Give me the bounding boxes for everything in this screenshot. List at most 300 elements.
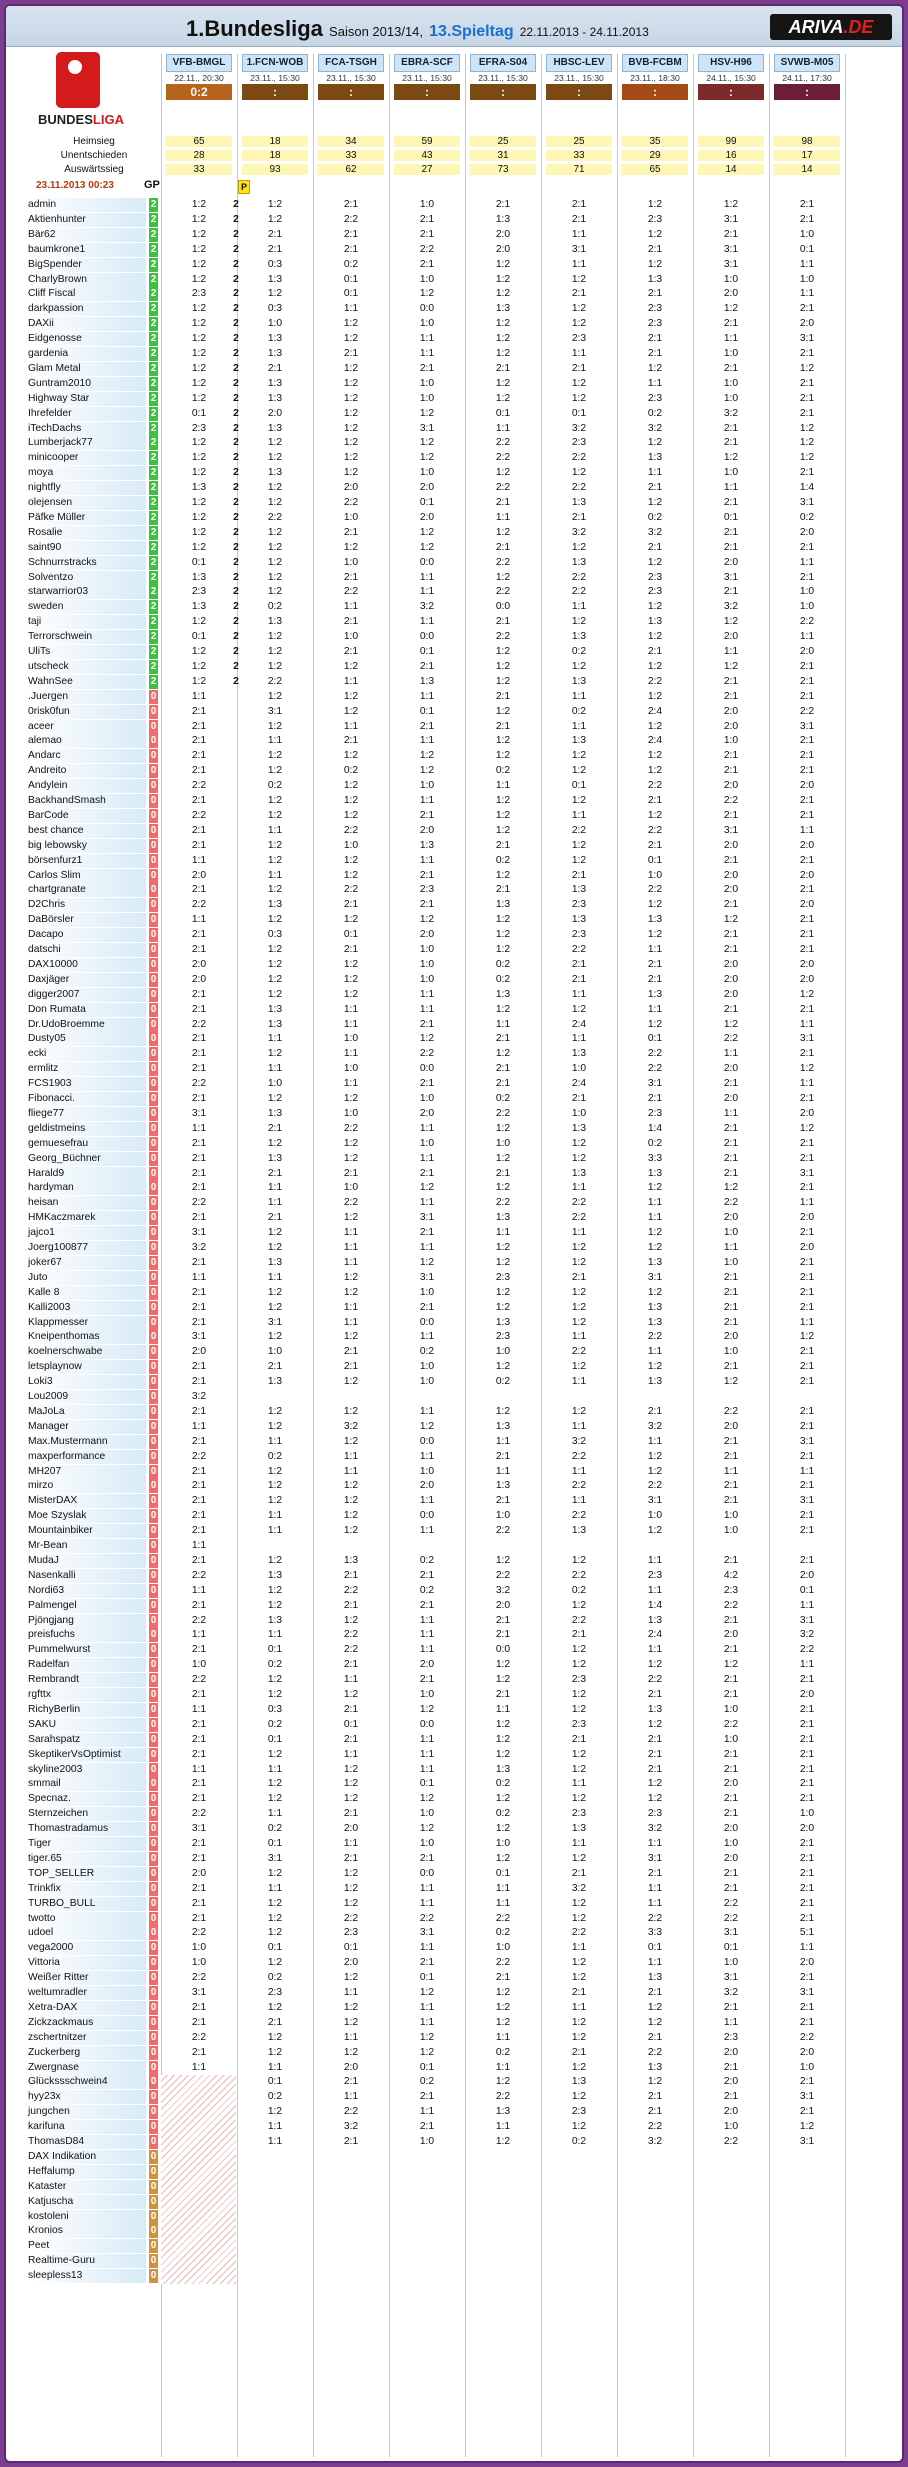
player-name[interactable]: twotto	[26, 1912, 146, 1926]
player-name[interactable]: Realtime-Guru	[26, 2254, 146, 2268]
player-name[interactable]: moya	[26, 466, 146, 480]
player-name[interactable]: Max.Mustermann	[26, 1435, 146, 1449]
player-name[interactable]: rgfttx	[26, 1688, 146, 1702]
player-name[interactable]: Mountainbiker	[26, 1524, 146, 1538]
tip-cell: 1:2	[343, 1972, 359, 1984]
tip-cell: 2:1	[723, 318, 739, 330]
tip-cell	[546, 2165, 612, 2179]
player-points	[232, 1584, 240, 1598]
player-name[interactable]: Don Rumata	[26, 1003, 146, 1017]
player-name[interactable]: Moe Szyslak	[26, 1509, 146, 1523]
tip-cell: 0:1	[419, 705, 435, 717]
tip-cell	[698, 2195, 764, 2209]
player-name[interactable]: D2Chris	[26, 898, 146, 912]
player-name[interactable]: Schnurrstracks	[26, 556, 146, 570]
tip-cell: 2:1	[723, 1122, 739, 1134]
match-header-4[interactable]	[470, 54, 536, 98]
player-name[interactable]: mirzo	[26, 1479, 146, 1493]
tip-cell: 0:1	[419, 1778, 435, 1790]
table-row	[6, 1167, 902, 1181]
player-name[interactable]: datschi	[26, 943, 146, 957]
player-name[interactable]: RichyBerlin	[26, 1703, 146, 1717]
player-name[interactable]: joker67	[26, 1256, 146, 1270]
tip-cell: 1:1	[191, 1540, 207, 1551]
tip-cell	[318, 2195, 384, 2209]
player-name[interactable]: Peet	[26, 2239, 146, 2253]
table-row	[6, 2165, 902, 2179]
player-gp: 0	[150, 1003, 157, 1015]
player-name[interactable]: weltumradler	[26, 1986, 146, 2000]
table-row	[6, 1763, 902, 1777]
tip-cell: 2:1	[799, 1093, 815, 1104]
tip-cell: 1:3	[267, 1003, 283, 1015]
tip-cell: 2:1	[647, 1093, 663, 1104]
tip-cell: 2:0	[419, 1107, 435, 1119]
tip-cell: 2:2	[191, 1972, 207, 1984]
player-name[interactable]: Kneipenthomas	[26, 1330, 146, 1344]
player-points	[232, 2105, 240, 2119]
tip-cell: 1:0	[419, 1808, 435, 1820]
player-name[interactable]: SkeptikerVsOptimist	[26, 1748, 146, 1762]
player-name[interactable]: admin	[26, 198, 146, 212]
tip-cell: 2:0	[799, 1957, 815, 1969]
player-name[interactable]: letsplaynow	[26, 1360, 146, 1374]
tip-cell: 1:1	[191, 914, 207, 926]
tip-cell: 0:0	[495, 1644, 511, 1656]
player-name[interactable]: Rembrandt	[26, 1673, 146, 1687]
player-name[interactable]: saint90	[26, 541, 146, 555]
tip-cell: 1:2	[267, 854, 283, 866]
stat-value: 59	[394, 136, 460, 147]
table-row	[6, 1658, 902, 1672]
tip-cell: 1:1	[267, 2061, 283, 2073]
player-name[interactable]: baumkrone1	[26, 243, 146, 257]
tip-cell: 2:2	[723, 1718, 739, 1730]
tip-cell: 3:1	[799, 2091, 815, 2103]
player-name[interactable]: Tiger	[26, 1837, 146, 1851]
player-points	[232, 1271, 240, 1285]
player-name[interactable]: best chance	[26, 824, 146, 838]
player-name[interactable]: maxperformance	[26, 1450, 146, 1464]
player-name[interactable]: Weißer Ritter	[26, 1971, 146, 1985]
player-name[interactable]: TURBO_BULL	[26, 1897, 146, 1911]
tip-cell: 2:1	[343, 1361, 359, 1373]
player-name[interactable]: darkpassion	[26, 302, 146, 316]
match-header-2[interactable]	[318, 54, 384, 98]
player-name[interactable]: UliTs	[26, 645, 146, 659]
player-name[interactable]: Highway Star	[26, 392, 146, 406]
player-name[interactable]: digger2007	[26, 988, 146, 1002]
player-name[interactable]: Kataster	[26, 2180, 146, 2194]
tip-cell: 2:0	[723, 1852, 739, 1864]
player-name[interactable]: Zuckerberg	[26, 2046, 146, 2060]
tip-cell: 1:1	[799, 258, 815, 270]
tip-cell: 1:2	[267, 437, 283, 449]
player-gp: 0	[150, 2076, 157, 2088]
tip-cell: 1:3	[571, 1167, 587, 1179]
match-header-0[interactable]	[166, 54, 232, 98]
tip-cell: 1:0	[799, 586, 815, 598]
tip-cell: 1:2	[495, 1659, 511, 1671]
player-name[interactable]: Palmengel	[26, 1599, 146, 1613]
player-name[interactable]: utscheck	[26, 660, 146, 674]
tip-cell: 1:2	[343, 1376, 359, 1388]
player-name[interactable]: Sarahspatz	[26, 1733, 146, 1747]
tip-cell: 1:3	[571, 497, 587, 508]
player-name[interactable]: preisfuchs	[26, 1628, 146, 1642]
player-points	[232, 794, 240, 808]
player-name[interactable]: SAKU	[26, 1718, 146, 1732]
player-name[interactable]: Thomastradamus	[26, 1822, 146, 1836]
player-name[interactable]: Zwergnase	[26, 2061, 146, 2075]
tip-cell: 3:1	[799, 1495, 815, 1507]
tip-cell: 3:2	[723, 601, 739, 613]
tip-cell: 1:1	[191, 2061, 207, 2073]
player-name[interactable]: Mr-Bean	[26, 1539, 146, 1553]
player-name[interactable]: Rosalie	[26, 526, 146, 540]
player-name[interactable]: Harald9	[26, 1167, 146, 1181]
tip-cell: 1:2	[495, 750, 511, 762]
tip-cell: 1:1	[343, 1078, 359, 1090]
player-name[interactable]: Andreito	[26, 764, 146, 778]
player-name[interactable]: sleepless13	[26, 2269, 146, 2283]
tip-cell: 2:2	[647, 2046, 663, 2058]
ariva-logo[interactable]	[770, 14, 892, 40]
player-name[interactable]: vega2000	[26, 1941, 146, 1955]
tip-cell: 2:2	[343, 1197, 359, 1209]
player-name[interactable]: Zickzackmaus	[26, 2016, 146, 2030]
player-name[interactable]: MH207	[26, 1465, 146, 1479]
player-name[interactable]: Specnaz.	[26, 1792, 146, 1806]
tip-cell: 1:3	[647, 616, 663, 628]
tip-cell: 2:1	[799, 1897, 815, 1909]
player-gp: 2	[150, 526, 157, 538]
tip-cell: 1:1	[191, 1763, 207, 1775]
player-name[interactable]: TOP_SELLER	[26, 1867, 146, 1881]
stat-value: 17	[774, 150, 840, 161]
tip-cell: 1:2	[647, 437, 663, 449]
tip-cell	[318, 2180, 384, 2194]
player-name[interactable]: Nasenkalli	[26, 1569, 146, 1583]
tip-cell: 1:2	[647, 556, 663, 568]
player-name[interactable]: Bär62	[26, 228, 146, 242]
matchday-link[interactable]: 13.Spieltag	[429, 23, 514, 40]
tip-cell: 2:1	[647, 1867, 663, 1879]
table-row	[6, 377, 902, 391]
player-name[interactable]: BigSpender	[26, 258, 146, 272]
table-row	[6, 2090, 902, 2104]
player-name[interactable]: Dacapo	[26, 928, 146, 942]
player-name[interactable]: nightfly	[26, 481, 146, 495]
tip-cell: 1:2	[647, 1227, 663, 1239]
player-name[interactable]: Lumberjack77	[26, 436, 146, 450]
tip-cell: 1:2	[647, 1793, 663, 1805]
player-name[interactable]: heisan	[26, 1196, 146, 1210]
table-row	[6, 1018, 902, 1032]
tip-cell: 1:2	[343, 988, 359, 1000]
match-header-1[interactable]	[242, 54, 308, 98]
tip-cell: 1:1	[571, 601, 587, 613]
player-name[interactable]: ermlitz	[26, 1062, 146, 1076]
player-name[interactable]: Heffalump	[26, 2165, 146, 2179]
table-row	[6, 1405, 902, 1419]
player-name[interactable]: kostoleni	[26, 2210, 146, 2224]
tip-cell: 1:1	[419, 1405, 435, 1417]
tip-cell: 1:2	[571, 795, 587, 806]
player-name[interactable]: MudaJ	[26, 1554, 146, 1568]
match-teams: EBRA-SCF	[394, 54, 460, 72]
player-name[interactable]: taji	[26, 615, 146, 629]
tip-cell: 2:1	[799, 735, 815, 747]
player-name[interactable]: udoel	[26, 1926, 146, 1940]
table-row	[6, 243, 902, 257]
tip-cell: 0:1	[495, 407, 511, 419]
match-header-8[interactable]	[774, 54, 840, 98]
player-name[interactable]: Dr.UdoBroemme	[26, 1018, 146, 1032]
tip-cell	[698, 1539, 764, 1553]
player-gp: 2	[150, 258, 157, 270]
player-name[interactable]: tiger.65	[26, 1852, 146, 1866]
tip-cell: 3:2	[495, 1584, 511, 1596]
player-name[interactable]: smmail	[26, 1777, 146, 1791]
player-name[interactable]: Xetra-DAX	[26, 2001, 146, 2015]
header-bar	[6, 6, 902, 47]
player-gp: 0	[150, 1391, 157, 1402]
player-name[interactable]: Kronios	[26, 2224, 146, 2238]
player-name[interactable]: gemuesefrau	[26, 1137, 146, 1151]
player-points	[232, 1822, 240, 1836]
tip-cell	[546, 2269, 612, 2283]
player-name[interactable]: Nordi63	[26, 1584, 146, 1598]
player-name[interactable]: Trinkfix	[26, 1882, 146, 1896]
tip-cell: 1:2	[571, 1644, 587, 1656]
tip-cell: 1:1	[343, 2091, 359, 2103]
tip-cell: 1:4	[799, 482, 815, 494]
player-name[interactable]: starwarrior03	[26, 585, 146, 599]
player-name[interactable]: Loki3	[26, 1375, 146, 1389]
player-name[interactable]: Solventzo	[26, 571, 146, 585]
player-gp: 0	[150, 1063, 157, 1075]
player-gp: 2	[150, 362, 157, 374]
tip-cell: 1:1	[267, 1525, 283, 1537]
player-name[interactable]: koelnerschwabe	[26, 1345, 146, 1359]
player-name[interactable]: Sternzeichen	[26, 1807, 146, 1821]
player-name[interactable]: Pjöngjang	[26, 1614, 146, 1628]
player-name[interactable]: Andylein	[26, 779, 146, 793]
tip-cell: 2:1	[191, 988, 207, 1000]
tip-cell: 1:0	[723, 1256, 739, 1268]
player-name[interactable]: hardyman	[26, 1181, 146, 1195]
player-name[interactable]: Glückssschwein4	[26, 2075, 146, 2089]
player-name[interactable]: fliege77	[26, 1107, 146, 1121]
tip-cell: 2:2	[495, 1957, 511, 1969]
player-points	[232, 1226, 240, 1240]
player-name[interactable]: Fibonacci.	[26, 1092, 146, 1106]
player-name[interactable]: Terrorschwein	[26, 630, 146, 644]
tip-cell: 1:2	[495, 1256, 511, 1268]
tip-cell: 1:1	[419, 333, 435, 345]
player-name[interactable]: HMKaczmarek	[26, 1211, 146, 1225]
tip-cell: 1:2	[419, 407, 435, 419]
player-name[interactable]: alemao	[26, 734, 146, 748]
player-name[interactable]: iTechDachs	[26, 422, 146, 436]
player-name[interactable]: ThomasD84	[26, 2135, 146, 2149]
player-name[interactable]: olejensen	[26, 496, 146, 510]
tip-cell: 2:1	[723, 1271, 739, 1283]
player-points: 2	[233, 511, 239, 523]
player-name[interactable]: BarCode	[26, 809, 146, 823]
tip-cell: 2:1	[191, 1480, 207, 1492]
match-header-6[interactable]	[622, 54, 688, 98]
player-name[interactable]: hyy23x	[26, 2090, 146, 2104]
player-name[interactable]: minicooper	[26, 451, 146, 465]
player-name[interactable]: big lebowsky	[26, 839, 146, 853]
tip-cell: 1:3	[647, 1167, 663, 1179]
tip-cell: 1:0	[419, 318, 435, 330]
tip-cell: 1:2	[571, 765, 587, 777]
player-name[interactable]: BackhandSmash	[26, 794, 146, 808]
player-name[interactable]: Vittoria	[26, 1956, 146, 1970]
player-name[interactable]: Aktienhunter	[26, 213, 146, 227]
tip-cell: 1:0	[419, 1838, 435, 1849]
match-header-3[interactable]	[394, 54, 460, 98]
player-name[interactable]: CharlyBrown	[26, 273, 146, 287]
player-points	[232, 824, 240, 838]
player-name[interactable]: 0risk0fun	[26, 705, 146, 719]
tip-cell: 1:2	[571, 318, 587, 330]
player-name[interactable]: chartgranate	[26, 883, 146, 897]
tip-cell: 2:2	[647, 1480, 663, 1492]
player-name[interactable]: ecki	[26, 1047, 146, 1061]
player-name[interactable]: DaBörsler	[26, 913, 146, 927]
tip-cell	[470, 2180, 536, 2194]
player-gp: 0	[150, 1346, 157, 1358]
tip-cell: 2:1	[419, 1018, 435, 1030]
logo-text	[38, 112, 124, 127]
player-name[interactable]: Päfke Müller	[26, 511, 146, 525]
table-row	[6, 1301, 902, 1315]
player-name[interactable]: Daxjäger	[26, 973, 146, 987]
player-name[interactable]: .Juergen	[26, 690, 146, 704]
tip-cell: 2:1	[419, 720, 435, 732]
tip-cell: 0:2	[343, 258, 359, 270]
tip-cell: 2:1	[799, 1361, 815, 1373]
player-name[interactable]: MisterDAX	[26, 1494, 146, 1508]
player-name[interactable]: Cliff Fiscal	[26, 287, 146, 301]
tip-cell: 2:3	[647, 1107, 663, 1119]
player-name[interactable]: DAX Indikation	[26, 2150, 146, 2164]
player-name[interactable]: Carlos Slim	[26, 869, 146, 883]
tip-cell: 2:1	[723, 2061, 739, 2073]
player-name[interactable]: sweden	[26, 600, 146, 614]
table-row	[6, 1047, 902, 1061]
tip-cell: 1:0	[647, 1510, 663, 1522]
player-name[interactable]: skyline2003	[26, 1763, 146, 1777]
player-name[interactable]: Juto	[26, 1271, 146, 1285]
player-name[interactable]: DAXii	[26, 317, 146, 331]
tip-cell: 2:1	[191, 1405, 207, 1417]
tip-cell: 1:2	[495, 333, 511, 345]
player-name[interactable]: Eidgenosse	[26, 332, 146, 346]
player-name[interactable]: FCS1903	[26, 1077, 146, 1091]
player-name[interactable]: Radelfan	[26, 1658, 146, 1672]
player-name[interactable]: Katjuscha	[26, 2195, 146, 2209]
player-name[interactable]: DAX10000	[26, 958, 146, 972]
player-name[interactable]: Pummelwurst	[26, 1643, 146, 1657]
player-name[interactable]: geldistmeins	[26, 1122, 146, 1136]
tip-cell: 1:2	[267, 973, 283, 985]
match-header-7[interactable]	[698, 54, 764, 98]
player-gp: 2	[150, 586, 157, 598]
player-name[interactable]: börsenfurz1	[26, 854, 146, 868]
player-name[interactable]: aceer	[26, 720, 146, 734]
player-gp: 2	[150, 511, 157, 523]
tip-cell: 0:1	[647, 1942, 663, 1954]
tip-cell: 1:1	[343, 720, 359, 732]
player-name[interactable]: Dusty05	[26, 1032, 146, 1046]
player-name[interactable]: Joerg100877	[26, 1241, 146, 1255]
tip-cell: 1:2	[267, 541, 283, 553]
tip-cell: 2:1	[571, 213, 587, 225]
match-teams: FCA-TSGH	[318, 54, 384, 72]
tip-cell: 3:2	[419, 601, 435, 613]
tip-cell: 2:0	[723, 780, 739, 792]
gp-column-header: GP	[144, 179, 160, 191]
player-name[interactable]: jungchen	[26, 2105, 146, 2119]
tip-cell: 2:1	[571, 511, 587, 523]
tip-cell: 1:2	[419, 1033, 435, 1045]
tip-cell: 1:1	[723, 1242, 739, 1253]
player-name[interactable]: jajco1	[26, 1226, 146, 1240]
tip-cell: 2:1	[723, 1495, 739, 1507]
table-row	[6, 1122, 902, 1136]
tip-cell: 3:2	[191, 1391, 207, 1402]
tip-cell: 1:3	[571, 735, 587, 747]
player-name[interactable]: karifuna	[26, 2120, 146, 2134]
player-name[interactable]: Glam Metal	[26, 362, 146, 376]
match-header-5[interactable]	[546, 54, 612, 98]
player-name[interactable]: Ihrefelder	[26, 407, 146, 421]
tip-cell: 1:3	[647, 914, 663, 926]
tip-cell: 2:1	[343, 348, 359, 359]
player-name[interactable]: Kalle 8	[26, 1286, 146, 1300]
player-name[interactable]: Guntram2010	[26, 377, 146, 391]
player-name[interactable]: gardenia	[26, 347, 146, 361]
player-gp: 0	[150, 1659, 157, 1671]
tip-cell: 0:2	[419, 1584, 435, 1596]
tip-cell: 2:0	[723, 988, 739, 1000]
player-name[interactable]: Klappmesser	[26, 1316, 146, 1330]
player-name[interactable]: Lou2009	[26, 1390, 146, 1404]
player-points	[232, 1912, 240, 1926]
player-name[interactable]: zschertnitzer	[26, 2031, 146, 2045]
tip-cell: 2:0	[723, 2076, 739, 2088]
player-gp: 2	[150, 392, 157, 404]
player-name[interactable]: MaJoLa	[26, 1405, 146, 1419]
tip-cell: 1:0	[723, 392, 739, 404]
player-name[interactable]: Kalli2003	[26, 1301, 146, 1315]
tip-cell: 1:3	[419, 839, 435, 851]
table-row	[6, 1286, 902, 1300]
player-points	[232, 1599, 240, 1613]
player-name[interactable]: WahnSee	[26, 675, 146, 689]
tip-cell	[546, 2239, 612, 2253]
player-name[interactable]: Manager	[26, 1420, 146, 1434]
tip-cell	[242, 2239, 308, 2253]
player-name[interactable]: Andarc	[26, 749, 146, 763]
tip-cell: 2:1	[343, 1569, 359, 1581]
player-name[interactable]: Georg_Büchner	[26, 1152, 146, 1166]
